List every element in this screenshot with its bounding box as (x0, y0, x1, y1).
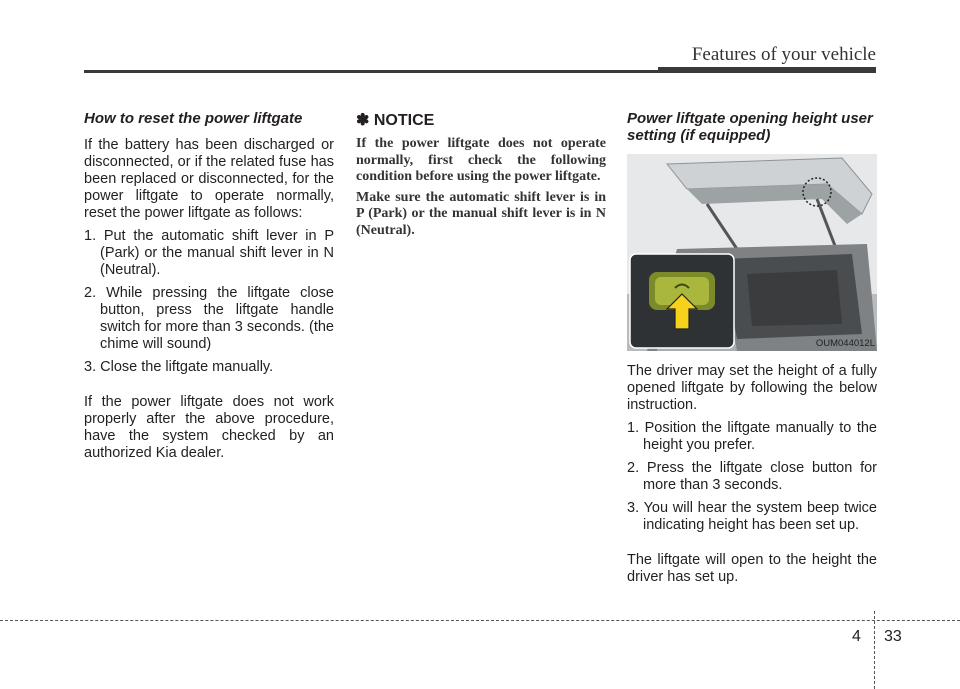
reset-step-2: 2. While pressing the liftgate close button, press the liftgate handle switch for more than 3 seconds. (the chime will sound) (84, 285, 334, 352)
liftgate-photo-icon (627, 154, 877, 351)
notice-paragraph-1: If the power liftgate does not operate normally, first check the following condition before using the power liftgate. (356, 136, 606, 184)
height-steps (627, 420, 877, 534)
height-step-1: 1. Position the liftgate manually to the height you prefer. (627, 420, 877, 453)
chapter-number: 4 (852, 628, 861, 645)
liftgate-illustration (627, 154, 877, 351)
reset-step-3: 3. Close the liftgate manually. (84, 359, 274, 375)
height-step-3: 3. You will hear the system beep twice indicating height has been set up. (627, 500, 877, 533)
reset-outro: If the power liftgate does not work properly after the above procedure, have the system checked by an authorized Kia dealer. (84, 394, 334, 461)
section-heading: How to reset the power liftgate (84, 110, 303, 127)
notice-paragraph-2: Make sure the automatic shift lever is in P (Park) or the manual shift lever is in N (Neutral). (356, 189, 606, 238)
footer-rule (0, 620, 960, 621)
height-step-2: 2. Press the liftgate close button for more than 3 seconds. (627, 460, 877, 493)
page-number: 33 (884, 628, 902, 645)
height-outro: The liftgate will open to the height the driver has set up. (627, 552, 877, 585)
notice-title: ✽ NOTICE (356, 112, 435, 129)
header-rule-accent (658, 67, 876, 73)
height-intro: The driver may set the height of a fully opened liftgate by following the below instruction. (627, 363, 877, 413)
notice-box (356, 110, 606, 243)
section-heading: Power liftgate opening height user setting (if equipped) (627, 110, 873, 144)
header-title: Features of your vehicle (691, 44, 876, 65)
reset-step-1: 1. Put the automatic shift lever in P (Park) or the manual shift lever in N (Neutral). (84, 228, 334, 278)
image-code: OUM044012L (815, 338, 875, 349)
reset-steps (84, 228, 334, 376)
reset-intro: If the battery has been discharged or disconnected, or if the related fuse has been replaced or disconnected, for the power liftgate to operate normally, reset the power liftgate as follows: (84, 137, 334, 221)
footer-divider (874, 611, 875, 689)
height-setting-section (627, 110, 877, 592)
reset-section (84, 110, 334, 468)
